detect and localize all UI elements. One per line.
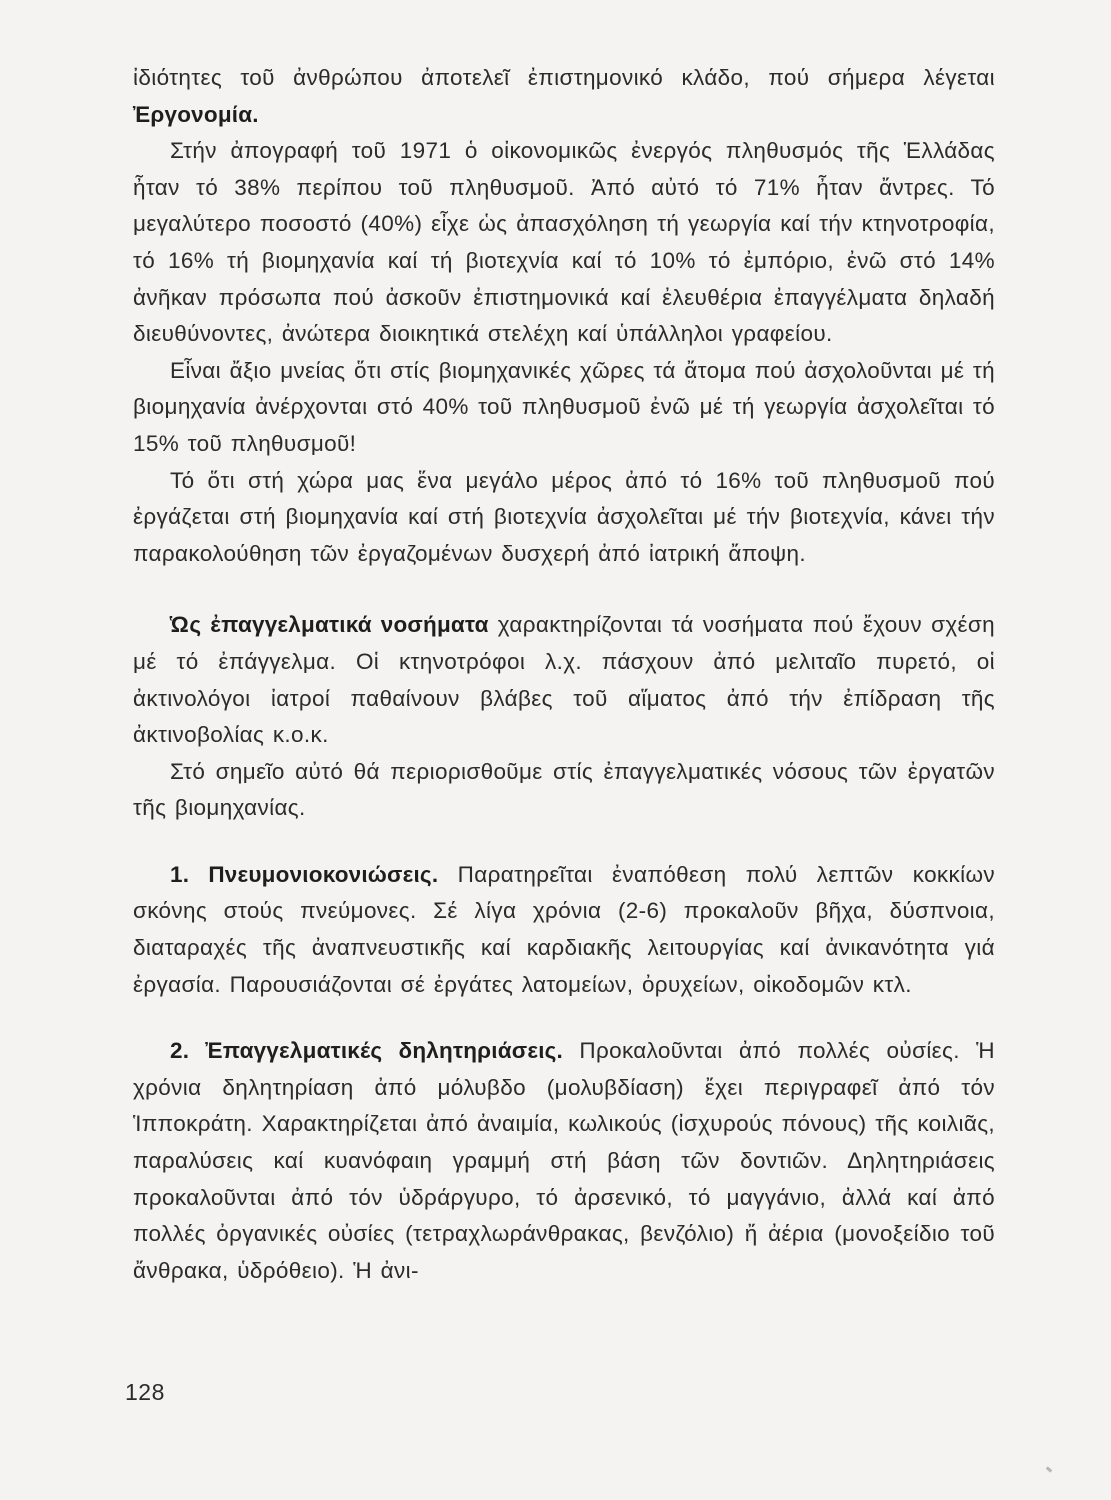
scan-speck [1046, 1466, 1053, 1472]
term-occupational-diseases: Ὡς ἐπαγγελματικά νοσήματα [170, 612, 489, 638]
paragraph-text: Παρατηρεῖται ἐναπόθεση πολύ λεπτῶν κοκκίων σκόνης στούς πνεύμονες. Σέ λίγα χρόνια (2-6) προκαλοῦν βῆχα, δύσπνοια, διαταραχές τῆς ἀναπνευστικῆς καί καρδιακῆς λειτουργίας καί ἀνικανότητα γιά ἐργασία. Παρουσιάζονται σέ ἐργάτες λατομείων, ὀρυχείων, οἰκοδομῶν κτλ. [133, 861, 995, 997]
term-ergonomics: Ἐργονομία. [133, 101, 259, 127]
paragraph-text: ἰδιότητες τοῦ ἀνθρώπου ἀποτελεῖ ἐπιστημονικό κλάδο, πού σήμερα λέγεται [133, 65, 995, 90]
spacer [133, 572, 995, 607]
spacer [133, 827, 995, 857]
paragraph-country-industry: Τό ὅτι στή χώρα μας ἕνα μεγάλο μέρος ἀπό τό 16% τοῦ πληθυσμοῦ πού ἐργάζεται στή βιομηχανία καί στή βιοτεχνία ἀσχολεῖται μέ τήν βιοτεχνία, κάνει τήν παρακολούθηση τῶν ἐργαζομένων δυσχερή ἀπό ἰατρική ἄποψη. [133, 467, 995, 566]
paragraph-pneumoconioses [133, 857, 995, 1003]
paragraph-poisonings [133, 1033, 995, 1289]
paragraph-census: Στήν ἀπογραφή τοῦ 1971 ὁ οἰκονομικῶς ἐνεργός πληθυσμός τῆς Ἑλλάδας ἦταν τό 38% περίπου τοῦ πληθυσμοῦ. Ἀπό αὐτό τό 71% ἦταν ἄντρες. Τό μεγαλύτερο ποσοστό (40%) εἶχε ὡς ἀπασχόληση τή γεωργία καί τήν κτηνοτροφία, τό 16% τή βιομηχανία καί τή βιοτεχνία καί τό 10% τό ἐμπόριο, ἐνῶ στό 14% ἀνῆκαν πρόσωπα πού ἀσκοῦν ἐπιστημονικά καί ἐλευθέρια ἐπαγγέλματα δηλαδή διευθύνοντες, ἀνώτερα διοικητικά στελέχη καί ὑπάλληλοι γραφείου. [133, 138, 995, 347]
heading-pneumoconioses: 1. Πνευμονιοκονιώσεις. [170, 861, 439, 887]
heading-poisonings: 2. Ἐπαγγελματικές δηλητηριάσεις. [170, 1038, 564, 1064]
paragraph-text: Προκαλοῦνται ἀπό πολλές οὐσίες. Ἡ χρόνια δηλητηρίαση ἀπό μόλυβδο (μολυβδίαση) ἔχει περιγραφεῖ ἀπό τόν Ἱπποκράτη. Χαρακτηρίζεται ἀπό ἀναιμία, κωλικούς (ἰσχυρούς πόνους) τῆς κοιλιᾶς, παραλύσεις καί κυανόφαιη γραμμή στή βάση τῶν δοντιῶν. Δηλητηριάσεις προκαλοῦνται ἀπό τόν ὑδράργυρο, τό ἀρσενικό, τό μαγγάνιο, ἀλλά καί ἀπό πολλές ὀργανικές οὐσίες (τετραχλωράνθρακας, βενζόλιο) ἤ ἀέρια (μονοξείδιο τοῦ ἄνθρακα, ὑδρόθειο). Ἡ ἀνι- [133, 1038, 995, 1283]
paragraph-occupational-diseases [133, 607, 995, 753]
paragraph-text: χαρακτηρίζονται τά νοσήματα πού ἔχουν σχέση μέ τό ἐπάγγελμα. Οἱ κτηνοτρόφοι λ.χ. πάσχουν ἀπό μελιταῖο πυρετό, οἱ ἀκτινολόγοι ἰατροί παθαίνουν βλάβες τοῦ αἵματος ἀπό τήν ἐπίδραση τῆς ἀκτινοβολίας κ.ο.κ. [133, 612, 995, 748]
paragraph-ergonomics [133, 60, 995, 133]
spacer [133, 1003, 995, 1033]
paragraph-industrial-countries: Εἶναι ἄξιο μνείας ὅτι στίς βιομηχανικές χῶρες τά ἄτομα πού ἀσχολοῦνται μέ τή βιομηχανία ἀνέρχονται στό 40% τοῦ πληθυσμοῦ ἐνῶ μέ τή γεωργία ἀσχολεῖται τό 15% τοῦ πληθυσμοῦ! [133, 357, 995, 456]
page-number: 128 [125, 1379, 165, 1405]
page-body [133, 60, 995, 1289]
paragraph-scope: Στό σημεῖο αὐτό θά περιορισθοῦμε στίς ἐπαγγελματικές νόσους τῶν ἐργατῶν τῆς βιομηχανίας. [133, 758, 995, 821]
